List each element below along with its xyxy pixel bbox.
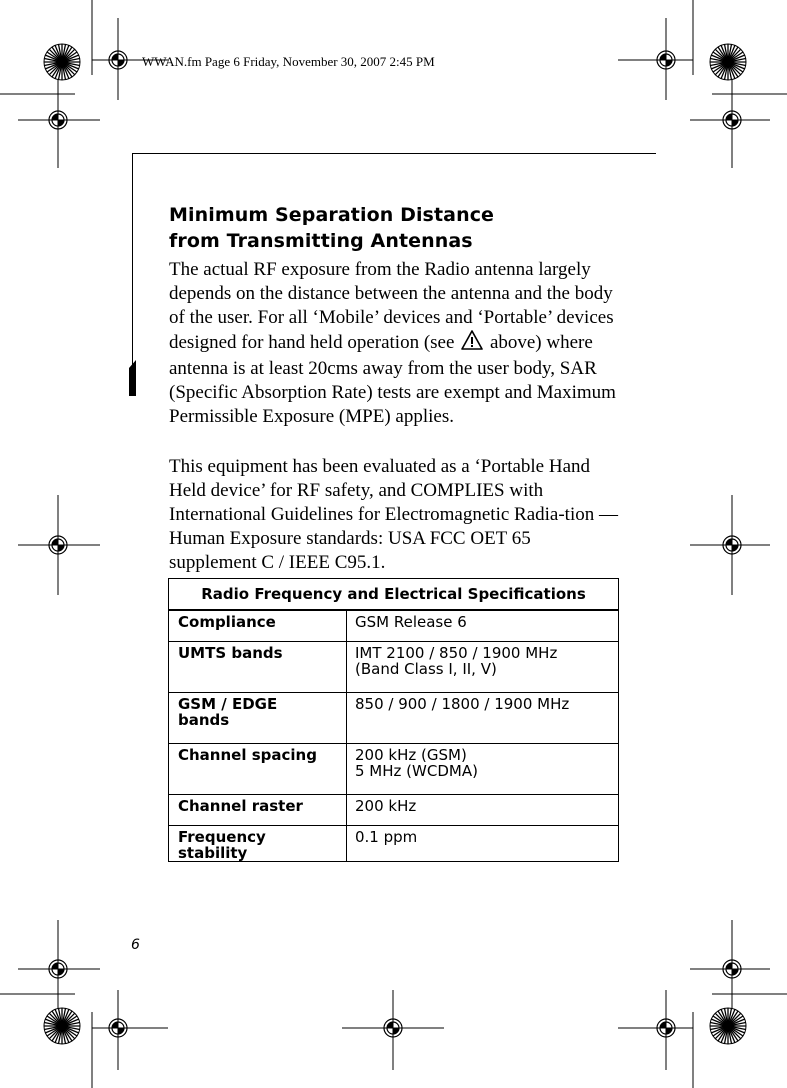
spec-value: 200 kHz: [347, 795, 619, 826]
page-number: 6: [131, 937, 140, 953]
table-row: [169, 693, 619, 744]
section-heading: [169, 202, 589, 254]
spec-key-line-2: bands: [178, 711, 230, 729]
spec-value: [347, 642, 619, 693]
heading-line-1: Minimum Separation Distance: [169, 204, 495, 226]
spec-key: Frequency stability: [169, 826, 347, 862]
spec-value-line-2: (Band Class I, II, V): [355, 660, 497, 678]
spec-key: [169, 693, 347, 744]
spec-value-line-1: IMT 2100 / 850 / 1900 MHz: [355, 644, 558, 662]
spec-value: 0.1 ppm: [347, 826, 619, 862]
warning-triangle-icon: [461, 330, 483, 357]
spec-value: GSM Release 6: [347, 610, 619, 642]
paragraph-compliance: This equipment has been evaluated as a ‘Portable Hand Held device’ for RF safety, and COMPLIES with International Guidelines for Electromagnetic Radia-tion — Human Exposure standards: USA FCC OET 65 supplement C / IEEE C95.1.: [169, 456, 618, 573]
specifications-table: [168, 578, 619, 862]
table-row: [169, 826, 619, 862]
spec-value-line-1: 200 kHz (GSM): [355, 746, 467, 764]
table-row: [169, 795, 619, 826]
spec-value: [347, 744, 619, 795]
frame-wedge: [129, 360, 137, 396]
spec-value: 850 / 900 / 1800 / 1900 MHz: [347, 693, 619, 744]
table-title: Radio Frequency and Electrical Specifications: [169, 579, 619, 611]
spec-value-line-2: 5 MHz (WCDMA): [355, 762, 478, 780]
paragraph-rf-exposure: [169, 258, 621, 429]
spec-key: UMTS bands: [169, 642, 347, 693]
print-header: WWAN.fm Page 6 Friday, November 30, 2007 2:45 PM: [142, 54, 435, 69]
frame-rule-left: [132, 153, 133, 365]
frame-rule-top: [132, 153, 656, 154]
table-row: [169, 642, 619, 693]
paragraph-text-after-icon: above) where antenna is at least 20cms away from the user body, SAR (Specific Absorption Rate) tests are exempt and Maximum Permissible Exposure (MPE) applies.: [169, 332, 616, 427]
paragraph-text-before-icon: The actual RF exposure from the Radio antenna largely depends on the distance between the antenna and the body of the user. For all ‘Mobile’ devices and ‘Portable’ devices designed for hand held operation (see: [169, 259, 614, 353]
spec-key: Channel spacing: [169, 744, 347, 795]
table-row: [169, 744, 619, 795]
spec-key-line-1: GSM / EDGE: [178, 695, 278, 713]
spec-key: Compliance: [169, 610, 347, 642]
table-row: [169, 610, 619, 642]
heading-line-2: from Transmitting Antennas: [169, 230, 473, 252]
spec-key: Channel raster: [169, 795, 347, 826]
